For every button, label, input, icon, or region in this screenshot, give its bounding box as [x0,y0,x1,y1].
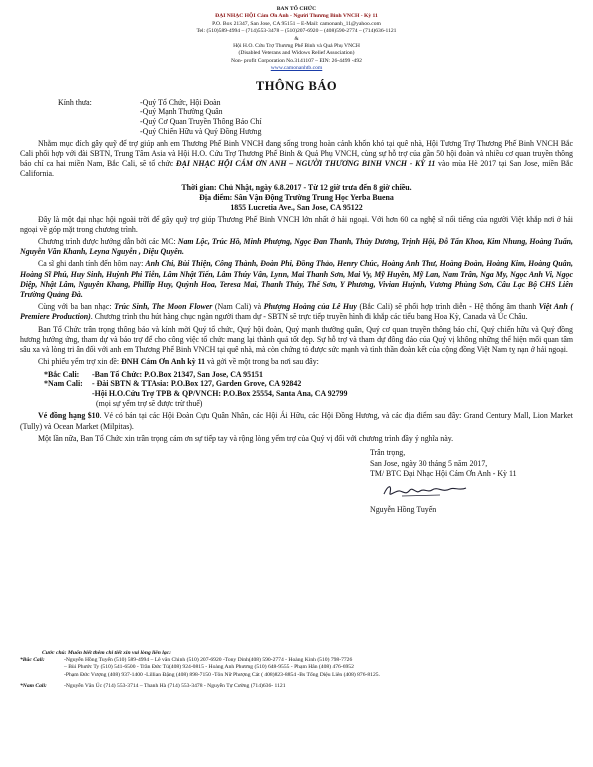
handwritten-signature [380,481,470,499]
organizer-heading: BAN TỔ CHỨC [276,6,317,12]
org-address: P.O. Box 21347, San Jose, CA 95151 – E-Mail: camonanh_11@yahoo.com [212,20,381,27]
website-link[interactable]: www.camonanhtb.com [270,65,323,72]
artist-names: Anh Chi, Bùi Thiện, Công Thành, Đoàn Phi, Đồng Thảo, Henry Chúc, Hoàng Anh Thư, Hoàng Đoàn, Hoàng Kim, Hoàng Quân, Hoàng Sĩ Phú, Huy Sinh, Huỳnh Phi Tiễn, Lâm Nhật Tiến, Lâm Thúy Vân, Lynn, Mai Thanh Sơn, Mai Vy, Mỹ Huyền, Mỹ Lan, Nam Trân, Nga My, Ngọc Anh Vi, Ngọc Diệp, Nhật Lâm, Nguyên Khang, Phillip Huy, Quỳnh Hoa, Teresa Mai, Thanh Thúy, Thế Sơn, Y Phương, Vivian Huỳnh, Vương Phùng Sơn, Câu Lạc Bộ CHS Liên Trường Quảng Đà. [20,259,573,300]
donation-intro: Chi phiếu yểm trợ xin đề: ĐNH Cám Ơn Anh kỳ 11 và gởi về một trong ba nơi sau đây: [38,357,319,367]
schedule-block [20,183,573,213]
mc-names: Nam Lộc, Trúc Hồ, Minh Phượng, Ngọc Đan Thanh, Thùy Dương, Trịnh Hội, Đỗ Tấn Khoa, Kim Nhung, Hoàng Tuấn, Nguyễn Văn Khanh, Leyna Nguyễn , Diệu Quyên. [20,237,573,257]
artists-paragraph: Ca sĩ ghi danh tính đến hôm nay: Anh Chi, Bùi Thiện, Công Thành, Đoàn Phi, Đồng Thảo, Henry Chúc, Hoàng Anh Thư, Hoàng Đoàn, Hoàng Kim, Hoàng Quân, Hoàng Sĩ Phú, Huy Sinh, Huỳnh Phi Tiễn, Lâm Nhật Tiến, Lâm Thúy Vân, Lynn, Mai Thanh Sơn, Mai Vy, Mỹ Huyền, Mỹ Lan, Nam Trân, Nga My, Ngọc Anh Vi, Ngọc Diệp, Nhật Lâm, Nguyên Khang, Phillip Huy, Quỳnh Hoa, Teresa Mai, Thanh Thúy, Thế Sơn, Y Phương, Vivian Huỳnh, Vương Phùng Sơn, Câu Lạc Bộ CHS Liên Trường Quảng Đà. [20,259,573,300]
on-behalf: TM/ BTC Đại Nhạc Hội Cám Ơn Anh - Kỳ 11 [370,468,517,478]
intro-paragraph: Nhằm mục đích gây quỹ để trợ giúp anh em Thương Phế Binh VNCH đang sống trong hoàn cảnh khốn khó tại quê nhà, Hội Tương Trợ Thương Phế Binh VNCH Bắc Cali phối hợp với đài SBTN, Trung Tâm Asia và Hội H.O. Cứu Trợ Thương Phế Binh & Quả Phụ VNCH, cùng sự hỗ trợ của gần 50 hội đoàn và nhiều cơ quan truyền thông báo chí ca hai miền Nam, Bắc Cali, sẽ tổ chức ĐẠI NHẠC HỘI CÁM ƠN ANH – NGƯỜI THƯƠNG BINH VNCH - KỲ 11 vào mùa Hè 2017 tại San Jose, miền Bắc California. [20,138,573,179]
recipient-item: -Quý Tổ Chức, Hội Đoàn [140,97,221,107]
contact-north-line: -Nguyễn Hồng Tuyến (510) 589-4994 – Lê văn Chinh (510) 207-6920 -Tony Dinh(408) 590-2774 - Hoàng Kinh (510) 798-7726 [64,657,353,664]
salutation-lead: Kính thưa: [58,97,92,107]
contact-south-label: *Nam Cali: [20,682,47,689]
salutation [20,98,573,137]
donation-addresses [44,370,573,409]
north-label: *Bắc Cali: [44,369,80,379]
page-title: THÔNG BÁO [255,78,338,93]
band-third: Phượng Hoàng của Lê Huy [263,302,357,312]
event-name: ĐẠI NHẠC HỘI CÁM ƠN ANH – NGƯỜI THƯƠNG BINH VNCH - KỲ 11 [175,159,436,169]
overseas-paragraph: Đây là một đại nhạc hội ngoài trời để gây quỹ trợ giúp Thương Phế Binh VNCH lớn nhất ở hải ngoại. Với hơn 60 ca nghệ sĩ nổi tiếng của người Việt khắp nơi ở hải ngoại về góp mặt trong chương trình. [20,214,573,234]
nonprofit-info: Non- profit Corporation No.3141107 – EIN: 26-4499 -492 [231,57,362,64]
letter-body [20,98,573,515]
recipient-item: -Quý Chiến Hữu và Quý Đồng Hương [140,127,262,137]
org-phones: Tel: (510)589-4994 – (714)553-3478 – (510)207-6920 – (408)590-2774 – (714)636-1121 [196,28,397,35]
band-names: Trúc Sinh, The Moon Flower [114,302,213,312]
sound-provider: Việt Anh ( Premiere Production) [20,302,573,322]
ticket-paragraph: Vé đồng hạng $10. Vé có bán tại các Hội Đoàn Cựu Quân Nhân, các Hội Ái Hữu, các Hội Đồng Hương, và các địa điểm sau đây: Grand Century Mall, Lion Market (Tully) và Ocean Market (Milpitas). [20,411,574,431]
ampersand: & [294,35,299,42]
letterhead [20,6,573,73]
assoc-name-en: (Disabled Veterans and Widows Relief Association) [238,50,355,57]
event-time: Thời gian: Chủ Nhật, ngày 6.8.2017 - Từ 12 giờ trưa đến 8 giờ chiều. [181,182,412,192]
north-address: -Ban Tổ Chức: P.O.Box 21347, San Jose, CA 95151 [92,369,263,379]
contact-north-line: – Bùi Phước Ty (510) 541-6500 - Trần Đức Tú(408) 924-0815 - Hoàng Anh Phương (510) 648-9555 - Phạm Hân (408) 476-6952 [64,664,354,671]
assoc-name: Hội H.O. Cứu Trợ Thương Phế Binh và Quả Phụ VNCH [233,43,360,50]
contact-north-line: -Phạm Đức Vượng (408) 937-1400 -Lillian Đặng (408) 898-7150 -Tôn Nữ Phượng Cát ( 408)823-8854 -Bs Tống Diệu Liên (408) 876-8125. [64,671,380,678]
recipient-item: -Quý Cơ Quan Truyền Thông Báo Chí [140,117,262,127]
signature-block [370,448,573,515]
contact-footnote [20,650,573,690]
recipient-item: -Quý Mạnh Thường Quân [140,107,223,117]
regards: Trân trọng, [370,448,406,458]
ticket-price: Vé đồng hạng $10 [38,411,100,421]
tax-note: (mọi sự yểm trợ sẽ được trừ thuế) [96,398,203,408]
recipient-list [140,98,262,137]
signer-name: Nguyễn Hồng Tuyến [370,504,437,514]
band-paragraph: Cùng với ba ban nhạc: Trúc Sinh, The Moon Flower (Nam Cali) và Phượng Hoàng của Lê Huy (Bắc Cali) sẽ phối hợp trình diễn - Hệ thống âm thanh Việt Anh ( Premiere Production). Chương trình thu hút hàng chục ngàn người tham dự - SBTN sẽ trực tiếp truyền hình đi khắp các tiểu bang Hoa Kỳ, Canada và Úc Châu. [20,302,573,322]
contact-south-line: -Nguyễn Văn Úc (714) 553-3714 – Thanh Hà (714) 553-3478 - Nguyễn Tự Cường (714)636- 1121 [64,682,286,689]
event-address: 1855 Lucretia Ave., San Jose, CA 95122 [230,202,363,212]
check-payee: ĐNH Cám Ơn Anh kỳ 11 [121,357,206,367]
south-label: *Nam Cali: [44,379,83,389]
concert-org-name: ĐẠI NHẠC HỘI Cám Ơn Anh - Người Thương Binh VNCH - Kỳ 11 [215,13,378,20]
event-place: Địa điểm: Sân Vận Động Trường Trung Học Yerba Buena [199,192,394,202]
south-address-1: - Đài SBTN & TTAsia: P.O.Box 127, Garden Grove, CA 92842 [92,379,302,389]
thanks-paragraph: Một lần nữa, Ban Tổ Chức xin trân trọng cám ơn sự tiếp tay và rộng lòng yểm trợ của Quý vị đối với chương trình đầy ý nghĩa này. [38,433,454,443]
mc-paragraph: Chương trình được hướng dẫn bởi các MC: Nam Lộc, Trúc Hồ, Minh Phượng, Ngọc Đan Thanh, Thùy Dương, Trịnh Hội, Đỗ Tấn Khoa, Kim Nhung, Hoàng Tuấn, Nguyễn Văn Khanh, Leyna Nguyễn , Diệu Quyên. [20,237,573,257]
sign-date: San Jose, ngày 30 tháng 5 năm 2017, [370,458,488,468]
south-address-2: -Hội H.O.Cứu Trợ TPB & QP/VNCH: P.O.Box 25554, Santa Ana, CA 92799 [92,389,348,399]
invite-paragraph: Ban Tổ Chức trân trọng thông báo và kính mời Quý tổ chức, Quý hội đoàn, Quý mạnh thường quân, Quý cơ quan truyền thông báo chí, Quý chiến hữu và Quý đồng hương hưởng ứng, tham dự và bảo trợ để cho công việc tổ chức mang lại thành quả tốt đẹp. Sự hỗ trợ và tham dự đông đảo của Quý vị không những thể hiện mối quan tâm sâu xa và lòng tri ân đối với anh em Thương Phế Binh VNCH tại quê nhà, mà còn chứng tỏ được sức mạnh và tình thần đoàn kết của cộng đồng Việt Nam tỵ nạn ở hải ngoại. [20,324,573,355]
contact-north-label: *Bắc Cali: [20,657,45,664]
contact-heading: Cước chú: Muốn biết thêm chi tiết xin vui lòng liên lạc: [42,650,171,656]
